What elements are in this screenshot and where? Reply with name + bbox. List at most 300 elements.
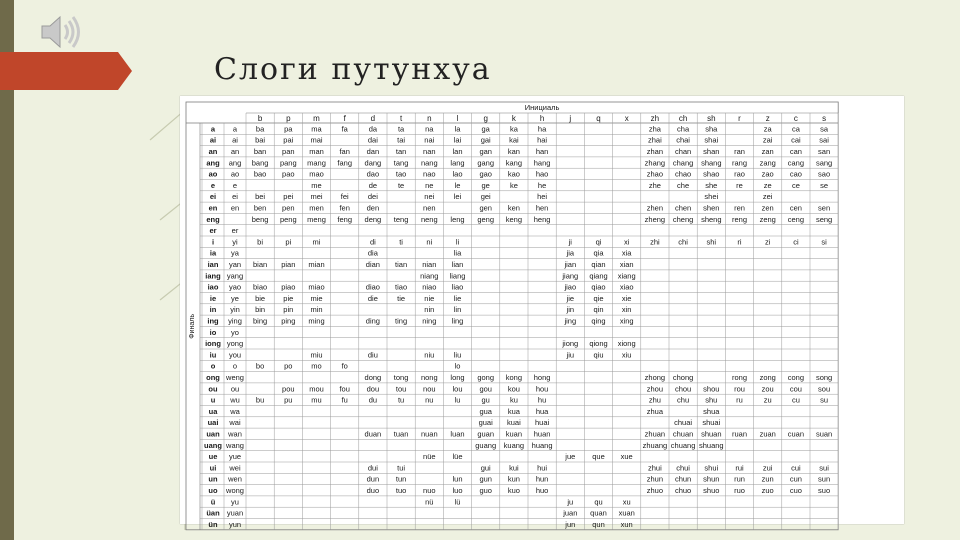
syllable-cell: duo [366, 486, 380, 495]
syllable-cell: miao [308, 282, 325, 292]
syllable-cell: ha [537, 124, 547, 134]
syllable-cell: chuo [674, 486, 692, 495]
syllable-cell: lao [452, 169, 463, 179]
syllable-cell: huang [531, 440, 553, 450]
syllable-cell: ran [734, 147, 745, 156]
syllable-cell: luo [452, 486, 463, 495]
syllable-cell: pi [285, 237, 292, 247]
syllable-cell: han [535, 147, 549, 156]
syllable-cell: nao [423, 169, 436, 179]
syllable-cell: mou [309, 384, 324, 394]
syllable-cell: ai [232, 135, 238, 145]
final-label: un [208, 474, 218, 484]
syllable-cell: ga [481, 124, 490, 134]
syllable-cell: xue [620, 452, 633, 462]
syllable-cell: huai [535, 418, 550, 428]
syllable-cell: ren [734, 203, 745, 213]
syllable-cell: ri [737, 237, 742, 247]
syllable-cell: bei [255, 192, 266, 202]
syllable-cell: gou [479, 384, 492, 394]
syllable-cell: o [232, 361, 238, 371]
syllable-cell: hei [537, 192, 548, 202]
syllable-cell: peng [279, 214, 297, 224]
syllable-cell: rui [735, 463, 744, 473]
syllable-cell: fan [339, 147, 350, 156]
syllable-cell: wan [228, 429, 242, 439]
syllable-cell: mie [310, 293, 323, 303]
syllable-cell: tun [395, 474, 407, 484]
syllable-cell: tiao [395, 282, 408, 292]
final-label: ün [208, 519, 218, 529]
syllable-cell: den [366, 203, 380, 213]
syllable-cell: que [592, 452, 605, 462]
syllable-cell: qian [591, 260, 606, 269]
syllable-cell: yu [231, 497, 239, 507]
final-label: iao [207, 282, 219, 292]
syllable-cell: ke [509, 180, 518, 190]
syllable-cell: cai [791, 135, 801, 145]
syllable-cell: ju [567, 497, 574, 507]
syllable-cell: chuan [672, 429, 694, 439]
syllable-cell: chuai [674, 418, 693, 428]
initial-label: x [624, 114, 629, 123]
syllable-cell: bang [251, 158, 269, 168]
syllable-cell: juan [563, 508, 578, 518]
syllable-cell: rong [731, 373, 748, 382]
syllable-cell: jia [566, 248, 575, 258]
syllable-cell: guan [477, 429, 495, 439]
syllable-cell: chuang [670, 440, 696, 450]
syllable-cell: cao [789, 169, 802, 179]
syllable-cell: duan [364, 429, 382, 439]
syllable-cell: zong [759, 373, 776, 382]
syllable-cell: du [368, 395, 378, 405]
syllable-cell: die [367, 293, 378, 303]
syllable-cell: wang [226, 440, 244, 450]
syllable-cell: qiong [589, 339, 608, 349]
syllable-cell: tan [395, 147, 407, 156]
syllable-cell: liu [453, 350, 462, 360]
syllable-cell: hen [535, 203, 549, 213]
syllable-cell: hu [537, 395, 547, 405]
syllable-cell: nai [424, 135, 435, 145]
syllable-cell: jian [564, 260, 577, 269]
syllable-cell: li [455, 237, 460, 247]
syllable-cell: zhu [648, 395, 661, 405]
syllable-cell: qiao [591, 282, 606, 292]
final-label: iu [209, 350, 217, 360]
final-label: üan [206, 508, 220, 518]
syllable-cell: cong [787, 373, 805, 382]
initial-label: f [343, 114, 346, 123]
syllable-cell: rou [734, 384, 745, 394]
initial-label: g [483, 114, 488, 123]
initial-label: b [257, 114, 263, 123]
syllable-cell: tuan [393, 429, 409, 439]
syllable-cell: yang [226, 271, 244, 281]
syllable-cell: dei [367, 192, 378, 202]
initial-label: m [313, 114, 320, 123]
syllable-cell: fei [340, 192, 349, 202]
syllable-cell: song [815, 373, 833, 382]
syllable-cell: zi [764, 237, 771, 247]
final-label: uan [206, 429, 220, 439]
syllable-cell: niao [422, 282, 437, 292]
slide-title: Слоги путунхуа [214, 52, 492, 87]
syllable-cell: xiu [621, 350, 632, 360]
syllable-cell: zeng [759, 214, 776, 224]
syllable-cell: zun [761, 474, 774, 484]
syllable-cell: hua [535, 406, 549, 416]
syllable-cell: lang [450, 158, 465, 168]
final-label: ia [209, 248, 217, 258]
syllable-cell: nang [420, 158, 438, 168]
syllable-cell: yan [228, 260, 242, 269]
syllable-cell: re [736, 180, 743, 190]
syllable-cell: bin [255, 305, 266, 315]
final-label: uai [207, 418, 219, 428]
syllable-cell: piao [281, 282, 296, 292]
syllable-cell: mu [311, 395, 322, 405]
syllable-cell: zui [762, 463, 773, 473]
syllable-cell: luan [450, 429, 465, 439]
final-label: i [211, 237, 215, 247]
syllable-cell: me [311, 180, 322, 190]
syllable-cell: keng [505, 214, 523, 224]
final-label: ao [208, 169, 218, 179]
syllable-cell: wen [228, 474, 242, 484]
syllable-cell: er [231, 226, 239, 236]
syllable-cell: gei [480, 192, 491, 202]
syllable-cell: mao [309, 169, 324, 179]
syllable-cell: tie [397, 293, 406, 303]
syllable-cell: la [454, 124, 461, 134]
syllable-cell: yao [228, 282, 242, 292]
syllable-cell: ru [736, 395, 743, 405]
syllable-cell: pa [284, 124, 293, 134]
syllable-cell: rao [734, 169, 745, 179]
syllable-table [180, 96, 904, 529]
syllable-cell: tong [393, 373, 409, 382]
syllable-cell: wei [229, 463, 241, 473]
syllable-cell: dun [366, 474, 380, 484]
syllable-cell: man [309, 147, 324, 156]
syllable-cell: xing [619, 316, 634, 326]
syllable-cell: gua [479, 406, 492, 416]
initial-label: z [765, 114, 770, 123]
syllable-cell: ni [426, 237, 433, 247]
syllable-cell: gai [480, 135, 491, 145]
final-label: ü [210, 497, 216, 507]
syllable-cell: te [397, 180, 405, 190]
syllable-cell: lai [453, 135, 462, 145]
syllable-cell: kao [507, 169, 520, 179]
syllable-cell: e [232, 180, 238, 190]
syllable-cell: zhui [648, 463, 662, 473]
syllable-cell: gen [479, 203, 492, 213]
syllable-cell: teng [393, 214, 409, 224]
syllable-cell: pen [282, 203, 295, 213]
syllable-cell: run [734, 474, 745, 484]
syllable-cell: meng [307, 214, 326, 224]
initial-label: r [738, 114, 741, 123]
syllable-cell: xun [620, 519, 633, 529]
syllable-cell: bian [253, 260, 268, 269]
syllable-cell: xiang [617, 271, 636, 281]
final-label: ei [209, 192, 217, 202]
syllable-cell: chou [674, 384, 692, 394]
final-label: o [210, 361, 216, 371]
syllable-cell: chong [672, 373, 694, 382]
syllable-cell: qun [592, 519, 605, 529]
final-label: uang [204, 440, 222, 450]
syllable-cell: ming [308, 316, 325, 326]
syllable-cell: cuan [787, 429, 805, 439]
syllable-cell: ben [253, 203, 267, 213]
syllable-cell: rang [731, 158, 748, 168]
syllable-cell: beng [251, 214, 269, 224]
syllable-cell: zhuo [646, 486, 664, 495]
syllable-cell: qiu [593, 350, 604, 360]
syllable-cell: he [537, 180, 547, 190]
syllable-cell: zhe [648, 180, 661, 190]
syllable-cell: le [454, 180, 461, 190]
syllable-cell: zhen [646, 203, 664, 213]
final-label: ui [209, 463, 217, 473]
syllable-cell: reng [731, 214, 748, 224]
syllable-cell: ye [231, 293, 239, 303]
syllable-cell: liao [451, 282, 464, 292]
syllable-cell: dang [364, 158, 382, 168]
syllable-cell: mo [311, 361, 322, 371]
syllable-cell: tao [395, 169, 407, 179]
syllable-cell: zhun [646, 474, 664, 484]
syllable-cell: zu [763, 395, 772, 405]
syllable-cell: zuan [759, 429, 776, 439]
syllable-cell: sha [705, 124, 718, 134]
syllable-cell: fu [341, 395, 348, 405]
syllable-cell: nong [420, 373, 438, 382]
syllable-cell: lin [453, 305, 462, 315]
final-label: en [208, 203, 218, 213]
final-label: eng [206, 214, 220, 224]
initial-label: s [822, 114, 827, 123]
syllable-cell: bai [255, 135, 266, 145]
final-label: iang [205, 271, 221, 281]
syllable-cell: fou [339, 384, 350, 394]
syllable-cell: jun [565, 519, 576, 529]
final-label: io [209, 327, 217, 337]
syllable-cell: shuan [701, 429, 722, 439]
syllable-cell: gan [479, 147, 492, 156]
syllable-cell: tang [393, 158, 409, 168]
syllable-cell: zen [761, 203, 774, 213]
syllable-cell: jue [565, 452, 576, 462]
syllable-cell: nie [424, 293, 435, 303]
syllable-cell: nen [423, 203, 436, 213]
syllable-cell: che [677, 180, 690, 190]
syllable-cell: tu [397, 395, 405, 405]
syllable-cell: hou [535, 384, 549, 394]
final-label: e [210, 180, 216, 190]
syllable-cell: sui [819, 463, 829, 473]
final-label: er [209, 226, 217, 236]
syllable-cell: tai [397, 135, 406, 145]
syllable-cell: ao [230, 169, 240, 179]
final-label: in [209, 305, 217, 315]
syllable-cell: wai [229, 418, 241, 428]
finals-header: Финаль [189, 314, 196, 339]
syllable-cell: bao [253, 169, 267, 179]
syllable-cell: yun [228, 519, 242, 529]
syllable-cell: na [425, 124, 434, 134]
syllable-cell: ji [568, 237, 572, 247]
initial-label: sh [707, 114, 716, 123]
syllable-cell: guang [475, 440, 497, 450]
syllable-cell: mi [312, 237, 321, 247]
syllable-cell: hang [533, 158, 551, 168]
syllable-cell: xiong [617, 339, 636, 349]
syllable-cell: zhai [648, 135, 662, 145]
syllable-cell: zai [762, 135, 773, 145]
syllable-cell: qia [593, 248, 604, 258]
syllable-cell: chi [678, 237, 688, 247]
syllable-cell: fen [339, 203, 350, 213]
syllable-cell: gang [477, 158, 495, 168]
syllable-cell: hai [537, 135, 548, 145]
syllable-cell: cun [789, 474, 802, 484]
syllable-cell: kang [505, 158, 523, 168]
syllable-cell: nian [422, 260, 437, 269]
final-label: ang [206, 158, 220, 168]
syllable-cell: huan [533, 429, 551, 439]
syllable-cell: nuan [420, 429, 438, 439]
syllable-cell: jiao [564, 282, 577, 292]
syllable-cell: cu [791, 395, 800, 405]
syllable-cell: kua [507, 406, 520, 416]
syllable-cell: sen [818, 203, 831, 213]
title-accent-arrow [118, 52, 132, 90]
initials-header: Инициаль [524, 103, 560, 112]
final-label: uo [208, 486, 218, 495]
syllable-cell: shu [705, 395, 718, 405]
initial-label: d [370, 114, 376, 123]
syllable-cell: cen [789, 203, 802, 213]
syllable-cell: pie [283, 293, 294, 303]
syllable-cell: you [228, 350, 242, 360]
syllable-cell: kai [509, 135, 519, 145]
syllable-cell: po [284, 361, 293, 371]
syllable-cell: seng [815, 214, 833, 224]
syllable-cell: zhan [646, 147, 664, 156]
syllable-cell: geng [477, 214, 495, 224]
syllable-cell: si [821, 237, 827, 247]
syllable-cell: sheng [701, 214, 722, 224]
syllable-cell: niu [424, 350, 435, 360]
final-label: iong [205, 339, 221, 349]
syllable-cell: chang [672, 158, 694, 168]
syllable-cell: zang [759, 158, 776, 168]
syllable-cell: fo [341, 361, 348, 371]
syllable-cell: neng [420, 214, 438, 224]
syllable-cell: dian [365, 260, 380, 269]
syllable-cell: su [820, 395, 829, 405]
syllable-cell: ceng [787, 214, 805, 224]
syllable-cell: pao [282, 169, 295, 179]
syllable-cell: cou [789, 384, 802, 394]
syllable-cell: ya [231, 248, 239, 258]
syllable-cell: lu [454, 395, 461, 405]
syllable-cell: zhua [646, 406, 664, 416]
final-label: u [210, 395, 216, 405]
syllable-cell: kuai [507, 418, 521, 428]
syllable-cell: hun [535, 474, 549, 484]
syllable-cell: pian [281, 260, 296, 269]
syllable-cell: xuan [618, 508, 635, 518]
syllable-cell: chun [674, 474, 692, 484]
syllable-cell: jiang [562, 271, 579, 281]
final-label: ian [207, 260, 219, 269]
syllable-cell: za [763, 124, 772, 134]
syllable-cell: can [789, 147, 802, 156]
syllable-cell: xi [623, 237, 630, 247]
syllable-cell: chao [674, 169, 692, 179]
syllable-cell: shan [703, 147, 720, 156]
syllable-cell: pai [283, 135, 294, 145]
syllable-cell: dao [366, 169, 380, 179]
syllable-cell: wa [230, 406, 240, 416]
syllable-cell: min [310, 305, 323, 315]
syllable-cell: shuo [703, 486, 720, 495]
syllable-cell: feng [337, 214, 353, 224]
syllable-cell: zou [761, 384, 774, 394]
syllable-cell: gun [479, 474, 492, 484]
syllable-cell: guo [479, 486, 492, 495]
syllable-cell: qi [595, 237, 602, 247]
syllable-cell: dou [366, 384, 380, 394]
syllable-cell: pan [282, 147, 295, 156]
syllable-cell: ba [255, 124, 265, 134]
speaker-icon[interactable] [38, 12, 86, 52]
syllable-cell: sao [818, 169, 831, 179]
syllable-cell: bo [255, 361, 265, 371]
syllable-cell: qin [593, 305, 604, 315]
syllable-cell: shuang [698, 440, 724, 450]
syllable-cell: ci [793, 237, 799, 247]
syllable-cell: pin [283, 305, 294, 315]
syllable-cell: huo [535, 486, 549, 495]
syllable-cell: chen [674, 203, 692, 213]
initial-label: t [399, 114, 403, 123]
syllable-cell: lo [454, 361, 461, 371]
syllable-cell: zhang [644, 158, 666, 168]
syllable-cell: gao [479, 169, 492, 179]
syllable-cell: xian [619, 260, 634, 269]
syllable-cell: xin [621, 305, 632, 315]
syllable-cell: nuo [423, 486, 436, 495]
syllable-cell: bu [255, 395, 265, 405]
syllable-cell: miu [310, 350, 323, 360]
syllable-cell: kui [509, 463, 519, 473]
syllable-cell: liang [449, 271, 466, 281]
syllable-cell: men [309, 203, 324, 213]
syllable-cell: chan [674, 147, 692, 156]
syllable-cell: nüe [423, 452, 436, 462]
syllable-cell: she [705, 180, 718, 190]
syllable-cell: kuan [505, 429, 523, 439]
syllable-cell: cuo [789, 486, 802, 495]
initial-label: j [569, 114, 572, 123]
